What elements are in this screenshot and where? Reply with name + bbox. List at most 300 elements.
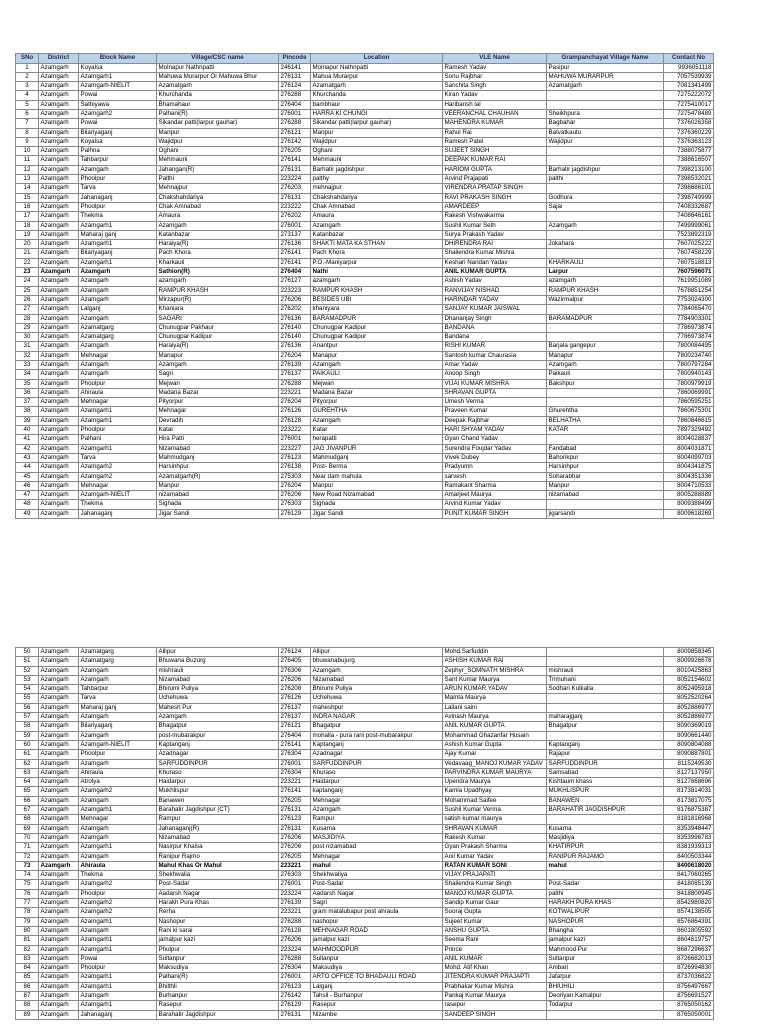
table-cell: gram matalubapur post ahraula [311,908,443,917]
table-cell: Azamgarh-NIELIT [79,740,157,749]
table-cell: 26 [16,295,39,304]
table-cell: Kaptanganj [311,740,443,749]
table-cell: 78 [16,908,39,917]
table-cell: HARIOM GUPTA [443,165,547,174]
table-cell: Ramesh Yadav [443,63,547,72]
table-cell: 48 [16,500,39,509]
table-cell: Masjidiya [547,833,664,842]
table-cell: 8737036822 [664,973,714,982]
table-cell: JITENDRA KUMAR PRAJAPTI [443,973,547,982]
table-row [16,72,714,81]
table-cell: 24 [16,277,39,286]
table-cell: Ajay Kumar [443,750,547,759]
table-cell: 69 [16,824,39,833]
table-cell: 14 [16,184,39,193]
table-cell: Seema Rani [443,936,547,945]
table-cell: maheshpur [311,703,443,712]
table-cell: SANDEEP SINGH [443,1010,547,1019]
table-row [16,435,714,444]
col-header-sno: SNo [16,54,39,64]
table-cell: Chunugpar Pakhaur [157,323,279,332]
table-cell [547,184,664,193]
table-cell: BHIUHILI [547,982,664,991]
table-cell: Haraiya(R) [157,240,279,249]
table-cell: 42 [16,444,39,453]
table-cell: Azamgarh [39,119,79,128]
table-cell: Kharkauli [157,258,279,267]
table-cell: Hira Patti [157,435,279,444]
table-cell: Santosh kumar Chaurasia [443,351,547,360]
table-cell: MEHNAGAR ROAD [311,926,443,935]
table-cell: 276121 [279,128,311,137]
table-cell: 276202 [279,305,311,314]
table-cell: ANIL KUMAR [443,954,547,963]
table-cell: Bhagatpur [157,722,279,731]
table-cell: 77 [16,899,39,908]
table-cell: ARUN KUMAR YADAV [443,685,547,694]
table-cell: Azadnagar [157,750,279,759]
table-row [16,491,714,500]
table-cell: Azamatgarh [547,82,664,91]
table-cell: 7275478489 [664,109,714,118]
table-cell [547,323,664,332]
table-cell: 8052154602 [664,675,714,684]
table-cell: 276139 [279,361,311,370]
table-row [16,852,714,861]
table-cell: Azamgarh [39,388,79,397]
table-cell: 276203 [279,184,311,193]
table-cell: 7607025222 [664,240,714,249]
table-cell: Post-Sadar [311,880,443,889]
table-cell: Azamgarh [39,833,79,842]
table-cell: Maksudiya [311,964,443,973]
table-row [16,342,714,351]
table-cell: Azamgarh1 [79,917,157,926]
table-cell: jamalpur kazi [547,936,664,945]
table-row [16,945,714,954]
table-cell: 276136 [279,342,311,351]
table-cell: Azamgarh [311,361,443,370]
table-cell: Manapur [157,351,279,360]
table-cell: AMARDEEP [443,202,547,211]
table-cell: mehnajpur [311,184,443,193]
table-cell: Tahsil - Burhanpur [311,991,443,1000]
table-row [16,982,714,991]
table-cell: Lalganj [79,305,157,314]
table-cell: azamgarh [157,277,279,286]
table-cell: Azamgarh [39,249,79,258]
table-cell: 82 [16,945,39,954]
table-row [16,221,714,230]
table-row [16,82,714,91]
table-cell: 276404 [279,100,311,109]
table-cell: Amarjeet Maurya [443,491,547,500]
table-cell: Azamgarh [547,221,664,230]
table-cell: Wajidpur [547,137,664,146]
table-cell: Khaniara [157,305,279,314]
table-cell: Batvatkautu [547,128,664,137]
table-cell: SHRAVAN GUPTA [443,388,547,397]
table-cell: Manapur [311,351,443,360]
table-cell: Maksudiya [157,964,279,973]
table-cell: Palhani(R) [157,973,279,982]
table-cell: 276288 [279,91,311,100]
table-row [16,333,714,342]
table-cell: 8400503344 [664,852,714,861]
table-cell: 223221 [279,861,311,870]
table-cell: Azamgarh [79,796,157,805]
table-cell: azamgarh [311,277,443,286]
table-cell: 7408646161 [664,212,714,221]
table-cell: Azamgarh [39,379,79,388]
table-cell: 17 [16,212,39,221]
table-cell: Kiran Yadav [443,91,547,100]
table-cell: 8127137950 [664,768,714,777]
table-cell: 276131 [279,1010,311,1019]
table-cell: 88 [16,1001,39,1010]
table-cell: Nizamabad [157,444,279,453]
table-row [16,323,714,332]
table-cell: 51 [16,657,39,666]
table-cell: Barahatir Jagdishpur [157,1010,279,1019]
table-cell: Azamgarh [79,165,157,174]
table-cell: Phulpur [157,945,279,954]
table-cell: Shailendra Kumar Singh [443,880,547,889]
table-cell: 1 [16,63,39,72]
table-cell: 223227 [279,444,311,453]
table-cell: Harsinhpur [157,463,279,472]
table-row [16,444,714,453]
table-cell: Azamgarh1 [79,973,157,982]
table-row [16,202,714,211]
table-cell: Azamgarh [39,880,79,889]
table-row [16,388,714,397]
table-cell: Anoop Singh [443,370,547,379]
table-cell: Haidarpur [311,778,443,787]
table-cell: Paikauli [547,370,664,379]
table-cell: Fandabad [547,444,664,453]
table-cell: PUNIT KUMAR SINGH [443,509,547,518]
table-cell: Azamgarh [39,675,79,684]
table-cell: 8009858345 [664,648,714,657]
table-cell: Ramakant Sharma [443,481,547,490]
table-cell: SANJAY KUMAR JAISWAL [443,305,547,314]
table-cell: Rakesh Vishwakarma [443,212,547,221]
table-cell: Mahua Murarpur [311,72,443,81]
table-cell: 61 [16,750,39,759]
table-cell: Phoolpur [79,379,157,388]
table-cell: Azamatgarh [157,82,279,91]
table-cell: BARAMADPUR [311,314,443,323]
table-cell: BANAWEN [547,796,664,805]
table-cell: DHIRENDRA RAI [443,240,547,249]
table-cell: Umesh Verma [443,398,547,407]
table-cell: Azamgarh [39,240,79,249]
table-cell: Azamgarh [39,472,79,481]
table-row [16,694,714,703]
table-cell: Sighada [311,500,443,509]
table-cell: 276129 [279,1001,311,1010]
table-cell: Mohd. Atif Khan [443,964,547,973]
table-cell: Sanchita Singh [443,82,547,91]
table-cell: Azamgarh [39,713,79,722]
table-cell: 276204 [279,398,311,407]
table-row [16,806,714,815]
table-row [16,1001,714,1010]
table-cell: Azamgarh [79,342,157,351]
table-cell: 223221 [279,388,311,397]
table-cell: Chak Amnabad [157,202,279,211]
table-cell: Nasirpur Khalsa [157,843,279,852]
table-cell: 276131 [279,165,311,174]
table-cell: Azamgarh [39,908,79,917]
table-cell: Azamgarh [39,100,79,109]
table-cell: SHRAVAN KUMAR [443,824,547,833]
table-cell: Azamgarh [39,945,79,954]
table-cell: 276131 [279,824,311,833]
table-cell: Surendra Foujdar Yadav [443,444,547,453]
vle-table-top [15,53,714,519]
table-cell: Haidarpur [157,778,279,787]
table-cell: 275303 [279,472,311,481]
table-cell: Azamgarh [39,91,79,100]
table-cell: Pityorpur [311,398,443,407]
table-cell: Tahbarpur [79,685,157,694]
table-cell: Azamgarh [157,361,279,370]
table-cell: Azamgarh [79,833,157,842]
table-cell: SUJEET SINGH [443,147,547,156]
table-cell: Azamgarh [39,202,79,211]
table-cell: Mehnagar [79,481,157,490]
table-cell: sarvesh [443,472,547,481]
table-cell: Azamgarh [39,463,79,472]
table-cell: Bhuwana Buzurg [157,657,279,666]
table-cell: Oghani [311,147,443,156]
table-row [16,305,714,314]
table-row [16,481,714,490]
table-cell [547,648,664,657]
table-cell: 15 [16,193,39,202]
table-cell: 7860069991 [664,388,714,397]
table-cell: Pradyumn [443,463,547,472]
table-cell: Deoriyan Kamalpur [547,991,664,1000]
table-cell: Azamgarh1 [79,258,157,267]
table-cell: 8004028837 [664,435,714,444]
table-cell: mishrauli [157,666,279,675]
table-cell: 276205 [279,796,311,805]
table-cell: 7376026358 [664,119,714,128]
table-cell: 7275222072 [664,91,714,100]
table-cell: Azamgarh2 [79,880,157,889]
table-cell: HARRA KI CHUNGI [311,109,443,118]
table-cell: Mahuwa Murarpur Or Mahuwa Bhur [157,72,279,81]
table-cell: Sant Kumar Maurya [443,675,547,684]
table-cell: 73 [16,861,39,870]
table-cell: 67 [16,806,39,815]
table-cell: Ghurehtha [547,407,664,416]
table-cell: Mahesh Pur [157,703,279,712]
table-cell: Azamgarh [39,657,79,666]
table-cell: Surya Prakash Yadav [443,230,547,239]
table-cell: 8542980820 [664,899,714,908]
table-cell: palthi [547,175,664,184]
table-cell: Azamgarh [39,137,79,146]
table-cell: Nizambe [311,1010,443,1019]
table-row [16,137,714,146]
table-cell: Azamgarh [39,109,79,118]
table-row [16,63,714,72]
table-cell: jamalpur kazi [311,936,443,945]
table-cell: Mirzapur(R) [157,295,279,304]
table-cell: 41 [16,435,39,444]
table-cell: Azamgarh [39,435,79,444]
table-cell [547,500,664,509]
table-cell: Azamgarh1 [79,416,157,425]
table-cell: Azamgarh [39,277,79,286]
table-cell: 276137 [279,713,311,722]
table-cell: 276137 [279,703,311,712]
table-cell: 80 [16,926,39,935]
table-cell: Azamgarh [39,63,79,72]
table-cell: 45 [16,472,39,481]
table-cell: Post-Sadar [547,880,664,889]
table-cell: 8756497667 [664,982,714,991]
table-cell: 7607518813 [664,258,714,267]
table-cell: Azamatgarg [79,648,157,657]
table-row [16,119,714,128]
table-cell: Mehmauni [157,156,279,165]
table-cell: Prince [443,945,547,954]
table-cell: 31 [16,342,39,351]
table-cell: Jigar Sandi [311,509,443,518]
table-row [16,147,714,156]
table-cell: Azamgarh1 [79,982,157,991]
table-cell: 7753024300 [664,295,714,304]
table-cell: Azamgarh2 [79,787,157,796]
table-cell: 85 [16,973,39,982]
table-cell: Sultanpur [157,954,279,963]
table-cell: 25 [16,286,39,295]
table-row [16,991,714,1000]
table-cell: 223224 [279,889,311,898]
table-body-bottom [16,648,714,1020]
table-cell: 8004341875 [664,463,714,472]
table-row [16,453,714,462]
table-cell: 7275410017 [664,100,714,109]
table-cell: Powai [79,91,157,100]
table-cell: 7376360229 [664,128,714,137]
table-cell: 81 [16,936,39,945]
table-cell: Azamgarh1 [79,1001,157,1010]
table-cell: Pasipur [547,63,664,72]
table-cell: Sighada [157,500,279,509]
table-cell: Nizamabad [157,675,279,684]
table-cell: Azamgarh [79,286,157,295]
table-cell: 8052495918 [664,685,714,694]
table-cell: Bhirumi Puliya [157,685,279,694]
table-cell: 8726994830 [664,964,714,973]
table-cell: RAVI PRAKASH SINGH [443,193,547,202]
table-cell: Barahatir Jagdishpur (CT) [157,806,279,815]
table-cell: Azamgarh [79,824,157,833]
table-cell: 7388616507 [664,156,714,165]
table-cell: 8009618269 [664,509,714,518]
table-cell: 7860675301 [664,407,714,416]
table-cell: Jahanaganj [79,193,157,202]
table-cell: 66 [16,796,39,805]
table-cell: rasepur [443,1001,547,1010]
table-cell: 18 [16,221,39,230]
table-cell: 276304 [279,964,311,973]
table-row [16,109,714,118]
table-cell: 22 [16,258,39,267]
table-cell: Azamatgarg [79,333,157,342]
table-cell: 276288 [279,119,311,128]
table-cell: Azamgarh [39,398,79,407]
table-cell: RAMPUR KHASH [547,286,664,295]
table-cell: Ashish Yadav [443,277,547,286]
table-cell: Katanbazar [311,230,443,239]
table-cell: 7860595251 [664,398,714,407]
table-cell: 8052886977 [664,713,714,722]
table-cell: Bagbahar [547,119,664,128]
table-cell: 8005288889 [664,491,714,500]
table-cell: 276138 [279,463,311,472]
table-cell: 8417060265 [664,871,714,880]
table-row [16,713,714,722]
table-cell: Azamgarh [79,713,157,722]
table-cell: 7607596071 [664,268,714,277]
table-cell: 276288 [279,917,311,926]
table-cell: Jahanaganj(R) [157,824,279,833]
table-cell: 28 [16,314,39,323]
table-cell: Oghani [157,147,279,156]
table-cell: KHARKAULI [547,258,664,267]
table-row [16,416,714,425]
table-cell: Sonu Rajbhar [443,72,547,81]
col-header-vle-name: VLE Name [443,54,547,64]
table-cell: Katanbazar [157,230,279,239]
table-cell: 84 [16,964,39,973]
table-cell: 64 [16,778,39,787]
table-cell: Azamgarh [39,212,79,221]
table-cell: 276140 [279,323,311,332]
table-cell: 65 [16,787,39,796]
table-cell: 53 [16,675,39,684]
table-cell: 8004710533 [664,481,714,490]
table-cell: 276205 [279,147,311,156]
table-cell: 276141 [279,787,311,796]
table-cell: 13 [16,175,39,184]
table-cell: 8009388499 [664,500,714,509]
table-cell: Devradih [157,416,279,425]
table-cell [547,249,664,258]
table-cell: Nizamabad [311,675,443,684]
table-cell: Bhangha [547,926,664,935]
table-cell: Azamgarh [39,72,79,81]
table-cell: Jigar Sandi [157,509,279,518]
table-cell: Manpur [157,481,279,490]
table-cell: 43 [16,453,39,462]
table-cell: 276288 [279,379,311,388]
table-cell: Tarva [79,453,157,462]
table-cell: HARAKH PURA KHAS [547,899,664,908]
table-cell: 3 [16,82,39,91]
table-row [16,973,714,982]
table-cell: bhuwanabujurg [311,657,443,666]
table-cell: Azamgarh [39,824,79,833]
table-cell: Azamgarh [39,184,79,193]
